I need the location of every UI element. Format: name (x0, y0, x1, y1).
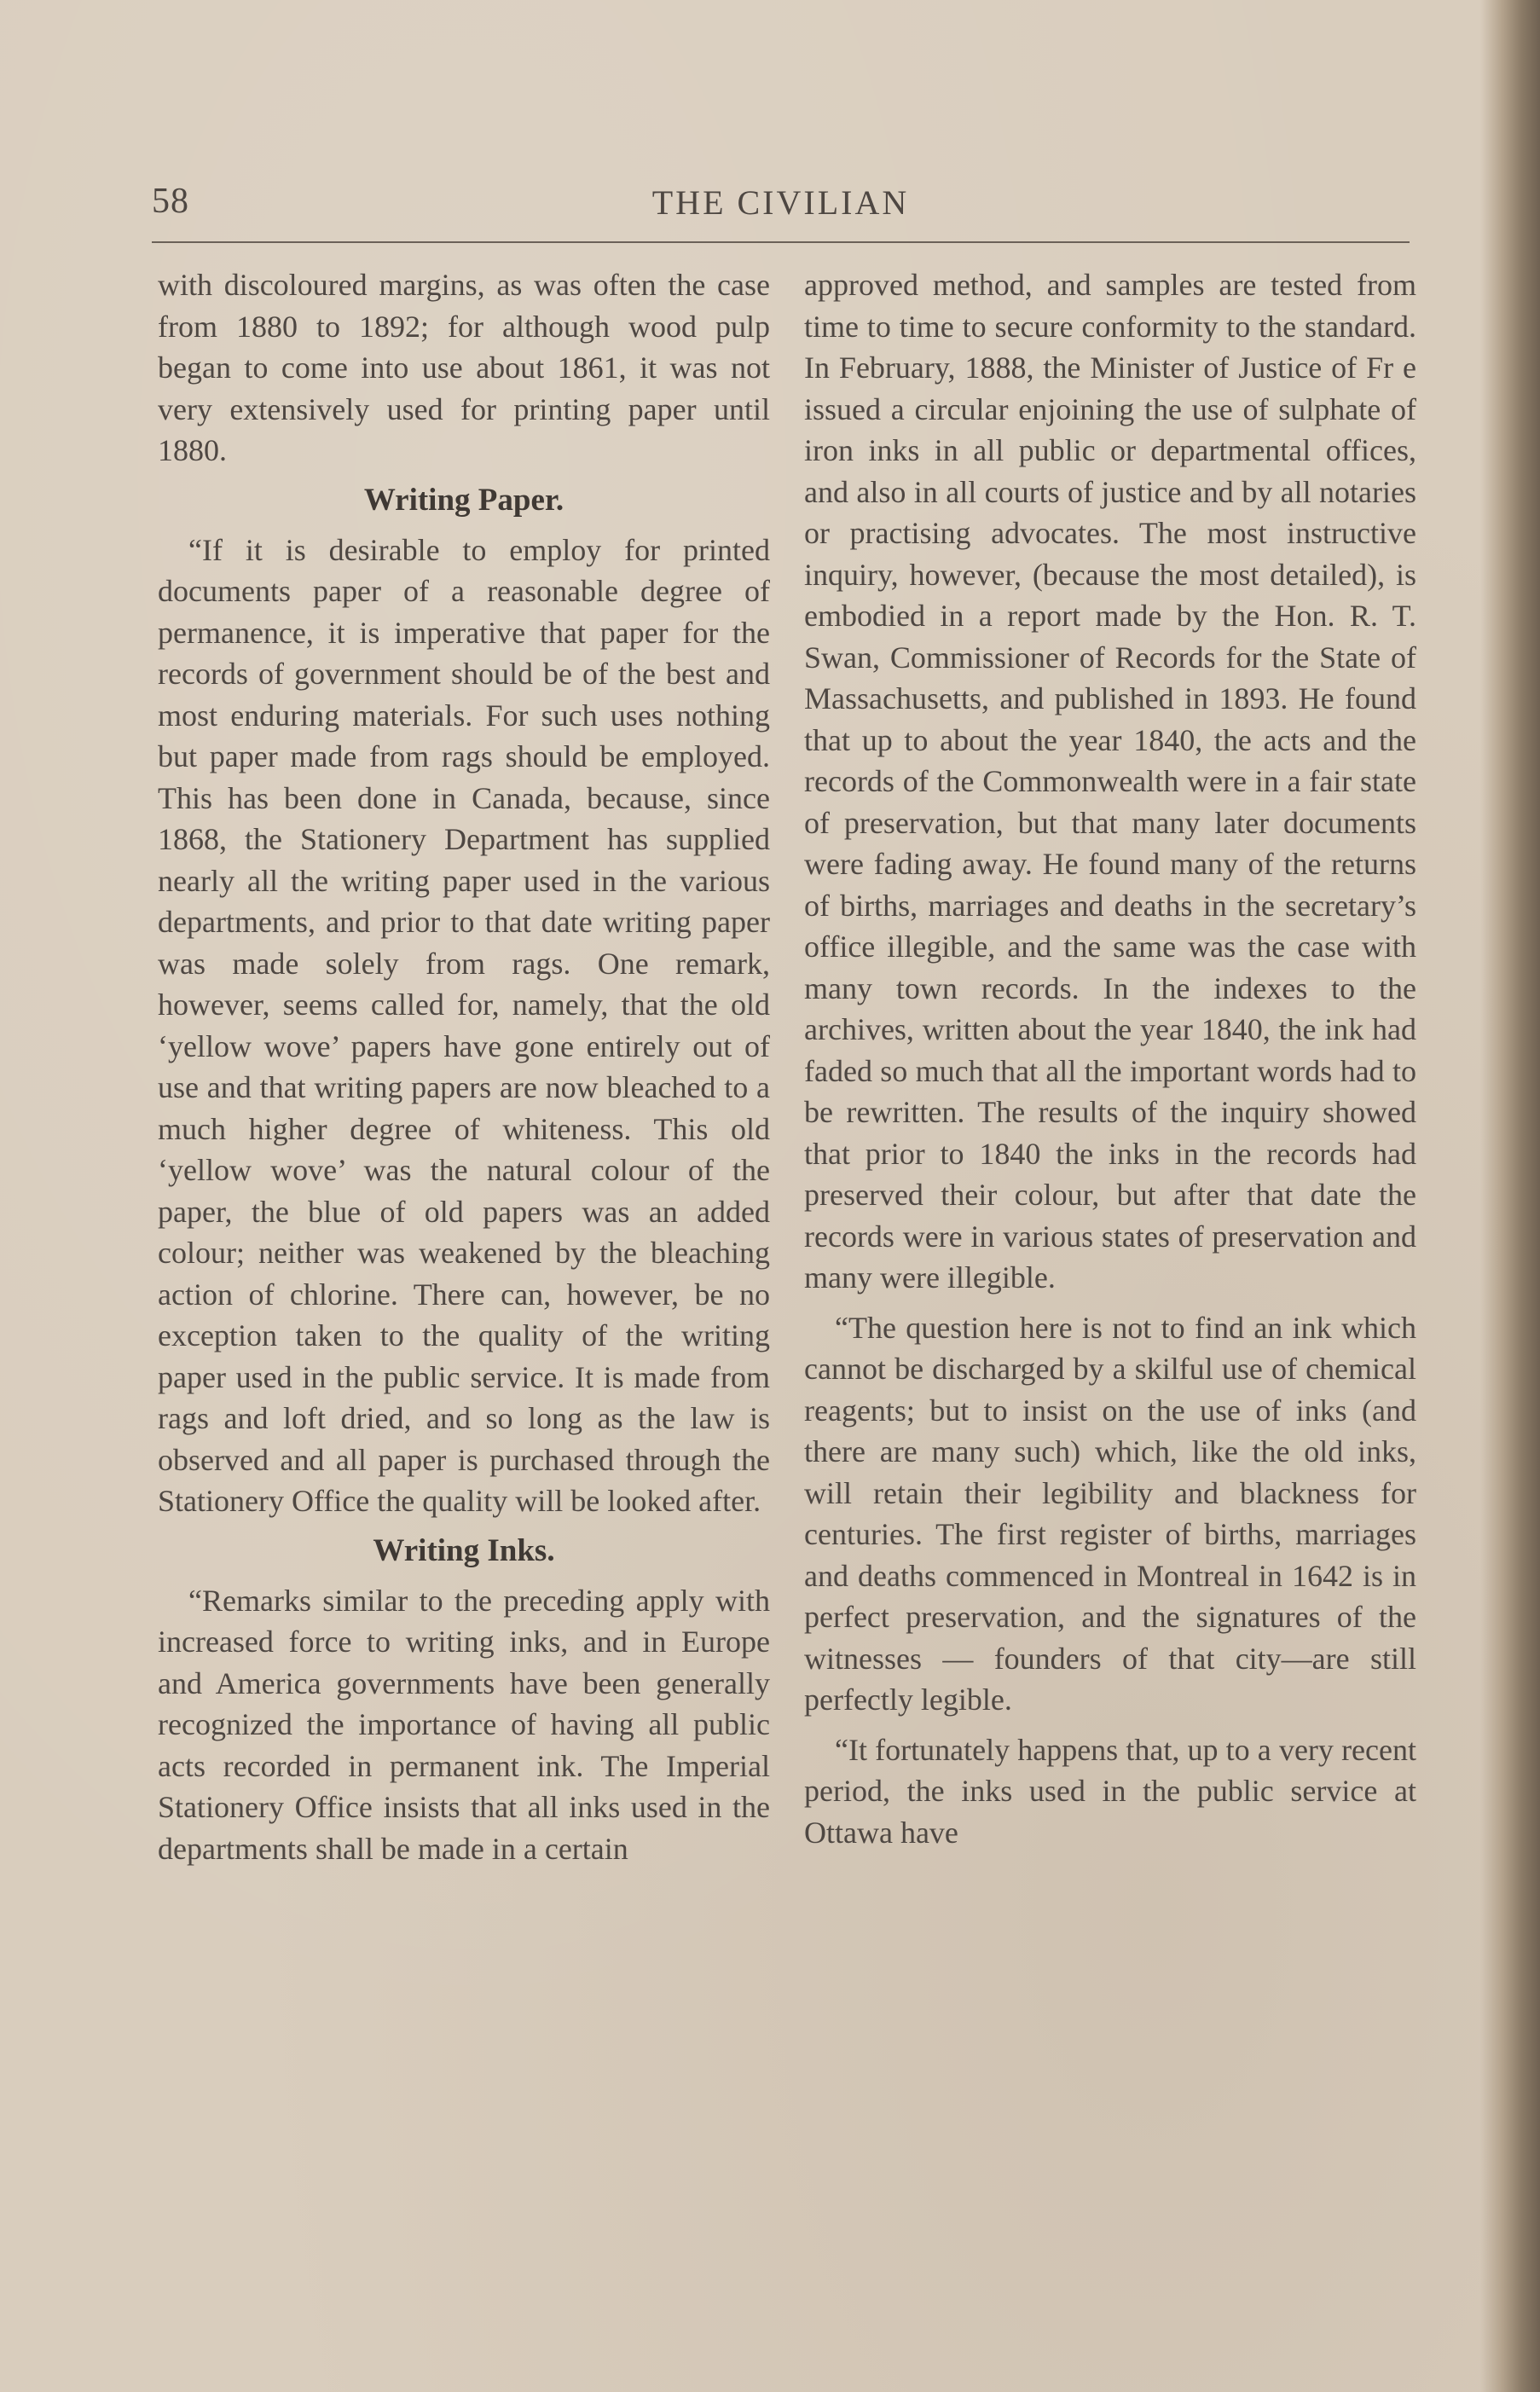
running-title: THE CIVILIAN (651, 183, 910, 222)
paragraph: with discoloured margins, as was often the case from 1880 to 1892; for although wood pulp began to come into use about 1861, it was not very extensively used for printing paper until 1880. (158, 268, 770, 467)
section-heading-writing-paper: Writing Paper. (363, 482, 564, 518)
paragraph: “The question here is not to find an ink which cannot be discharged by a skilful use of chemical reagents; but to insist on the use of inks (and there are many such) which, like the old inks, will retain their legibility and blackness for centuries. The first register of births, marriages and deaths commenced in Montreal in 1642 is in perfect preservation, and the signatures of the witnesses — founders of that city—are still perfectly legible. (804, 1310, 1416, 1717)
page-header (152, 181, 1410, 240)
page-number: 58 (152, 182, 189, 221)
left-column (158, 264, 770, 1869)
right-column (804, 264, 1416, 1853)
page-edge (1480, 0, 1540, 2392)
paragraph: “If it is desirable to employ for printed documents paper of a reasonable degree of permanence, it is imperative that paper for the records of government should be of the best and most enduring materials. For such uses nothing but paper made from rags should be employed. This has been done in Canada, because, since 1868, the Stationery Department has supplied nearly all the writing paper used in the various departments, and prior to that date writing paper was made solely from rags. One remark, however, seems called for, namely, that the old ‘yellow wove’ papers have gone entirely out of use and that writing papers are now bleached to a much higher degree of whiteness. This old ‘yellow wove’ was the natural colour of the paper, the blue of old papers was an added colour; neither was weakened by the bleaching action of chlorine. There can, however, be no exception taken to the quality of the writing paper used in the public service. It is made from rags and loft dried, and so long as the law is observed and all paper is purchased through the Stationery Office the quality will be looked after. (158, 532, 770, 1518)
paragraph: “Remarks similar to the preceding apply with increased force to writing inks, and in Europe and America governments have been generally recognized the importance of having all public acts recorded in permanent ink. The Imperial Stationery Office insists that all inks used in the departments shall be made in a certain (158, 1583, 770, 1866)
header-rule (152, 241, 1410, 243)
paragraph: approved method, and samples are tested from time to time to secure conformity to the standard. In February, 1888, the Minister of Justice of Fr e issued a circular enjoining the use of sulphate of iron inks in all public or departmental offices, and also in all courts of justice and by all notaries or practising advocates. The most instructive inquiry, however, (because the most detailed), is embodied in a report made by the Hon. R. T. Swan, Commissioner of Records for the State of Massachusetts, and published in 1893. He found that up to about the year 1840, the acts and the records of the Commonwealth were in a fair state of preservation, but that many later documents were fading away. He found many of the returns of births, marriages and deaths in the secretary’s office illegible, and the same was the case with many town records. In the indexes to the archives, written about the year 1840, the ink had faded so much that all the important words had to be rewritten. The results of the inquiry showed that prior to 1840 the inks in the records had preserved their colour, but after that date the records were in various states of preservation and many were illegible. (804, 268, 1416, 1294)
section-heading-writing-inks: Writing Inks. (373, 1532, 555, 1568)
paragraph: “It fortunately happens that, up to a very recent period, the inks used in the public service at Ottawa have (804, 1732, 1416, 1850)
